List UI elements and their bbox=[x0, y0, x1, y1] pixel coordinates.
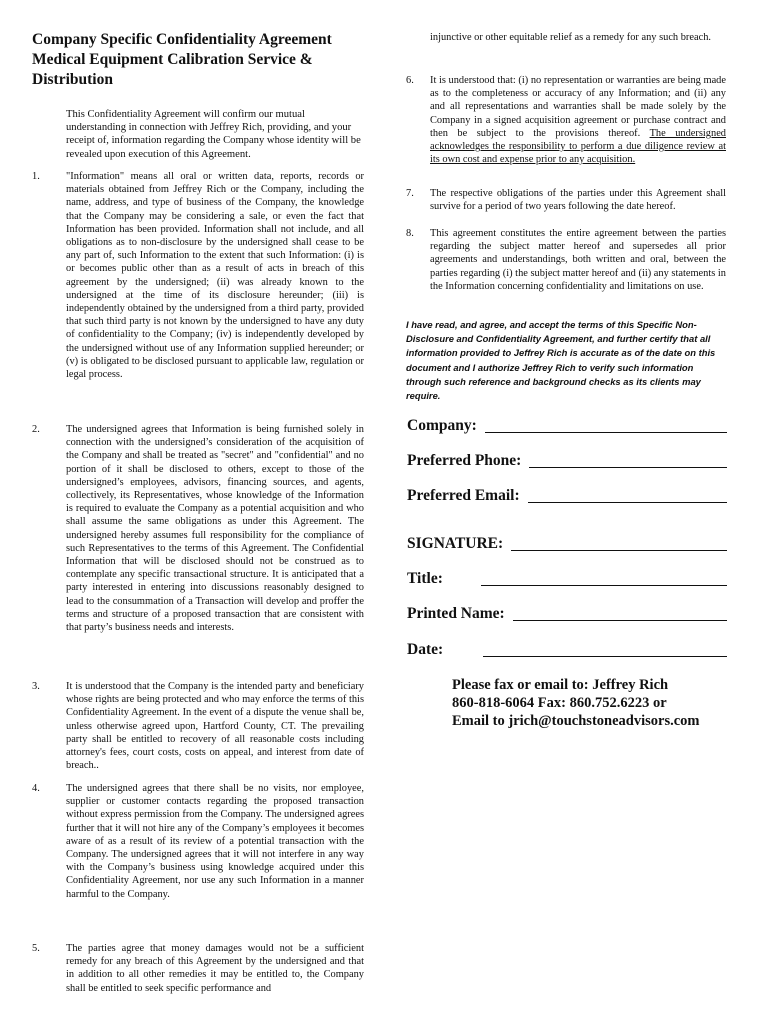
due-diligence-clause: The undersigned acknowledges the responsibility to perform a due diligence review at its own cost and expense prior to any acquisition. bbox=[430, 127, 727, 166]
email-label: Preferred Email: bbox=[407, 487, 520, 504]
email-input-line[interactable] bbox=[528, 487, 727, 503]
phone-input-line[interactable] bbox=[529, 452, 727, 468]
section-1 bbox=[32, 170, 364, 381]
title-line-2: Medical Equipment Calibration Service & bbox=[32, 51, 313, 68]
section-text: It is understood that the Company is the intended party and beneficiary whose rights are being protected and who may enforce the terms of this Confidentiality Agreement. In the event of a dispute the venue shall be, unless otherwise agreed upon, Hartford County, CT. The prevailing party shall be entitled to recovery of all reasonable costs including attorney's fees, court costs, costs on appeal, and interest from date of breach.. bbox=[66, 681, 364, 772]
section-number: 3. bbox=[32, 681, 40, 692]
section-number: 7. bbox=[406, 188, 414, 199]
signature-field bbox=[407, 534, 727, 554]
section-3 bbox=[32, 680, 364, 772]
date-input-line[interactable] bbox=[483, 641, 727, 657]
printed-name-label: Printed Name: bbox=[407, 605, 505, 622]
printed-name-input-line[interactable] bbox=[513, 605, 727, 621]
date-field bbox=[407, 640, 727, 660]
section-text: This agreement constitutes the entire agreement between the parties regarding the subject matter hereof and supersedes all prior agreements and understandings, both written and oral, between the parties regarding (i) the subject matter hereof and (ii) any statements in the Information concerning confidentiality and limitations on use. bbox=[430, 228, 726, 292]
date-label: Date: bbox=[407, 641, 444, 658]
section-text: The parties agree that money damages would not be a sufficient remedy for any breach of this Agreement by the undersigned and that in addition to all other remedies it may be entitled to, the Company shall be entitled to seek specific performance and bbox=[66, 943, 364, 994]
section-number: 2. bbox=[32, 424, 40, 435]
phone-label: Preferred Phone: bbox=[407, 452, 522, 469]
section-4 bbox=[32, 782, 364, 901]
section-number: 8. bbox=[406, 228, 414, 239]
signature-label: SIGNATURE: bbox=[407, 535, 504, 552]
intro-paragraph: This Confidentiality Agreement will confirm our mutual understanding in connection with Jeffrey Rich, providing, and your receipt of, information regarding the Company whose identity will be revealed upon execution of this Agreement. bbox=[66, 109, 361, 160]
section-6-text: It is understood that: (i) no representation or warranties are being made as to the completeness or accuracy of any Information; and (ii) any and all representations and warranties shall be made solely by the Company in a signed acquisition agreement or purchase contract and then be subject to the provisions thereof. bbox=[430, 75, 726, 139]
contact-line-1: Please fax or email to: Jeffrey Rich bbox=[452, 677, 669, 693]
section-8 bbox=[400, 227, 726, 293]
section-number: 5. bbox=[32, 943, 40, 954]
section-5-continued bbox=[400, 31, 726, 44]
signature-input-line[interactable] bbox=[511, 535, 727, 551]
title-line-1: Company Specific Confidentiality Agreement bbox=[32, 31, 332, 48]
section-2 bbox=[32, 423, 364, 634]
section-text: injunctive or other equitable relief as a remedy for any such breach. bbox=[430, 32, 712, 43]
company-field bbox=[407, 416, 727, 436]
section-text bbox=[430, 74, 726, 166]
contact-line-3: Email to jrich@touchstoneadvisors.com bbox=[452, 713, 700, 729]
section-text: "Information" means all oral or written data, reports, records or materials obtained from Jeffrey Rich or the Company, including the name, address, and type of business of the Company, the knowledge that the Company may be considering a sale, or even the fact that Information has been provided. Information shall not include, and all obligations as to non-disclosure by the undersigned shall cease to be any part of, such Information to the extent that such Information: (i) is or becomes public other than as a result of acts in breach of this agreement by the undersigned; (ii) was already known to the undersigned at the time of its disclosure hereunder; (iii) is independently obtained by the undersigned from a third party, provided that such third party is not known by the undersigned to have any duty of confidentiality to the Company; (iv) is independently developed by the undersigned without use of any Information supplied hereunder; or (v) is obligated to be disclosed pursuant to applicable law, regulation or legal process. bbox=[66, 171, 364, 381]
contact-block bbox=[452, 676, 699, 730]
email-field bbox=[407, 486, 727, 506]
section-text: The undersigned agrees that there shall be no visits, nor employee, supplier or customer contacts regarding the proposed transaction without express permission from the Company. The undersigned agrees further that it will not hire any of the Company’s employees it becomes aware of as a result of its review of a potential transaction with the Company. The undersigned agrees that it will not interfere in any way with the Company’s business using knowledge acquired under this Confidentiality Agreement, nor use any such Information in a manner harmful to the Company. bbox=[66, 783, 364, 900]
company-input-line[interactable] bbox=[485, 417, 727, 433]
section-text: The respective obligations of the parties under this Agreement shall survive for a period of two years following the date hereof. bbox=[430, 188, 726, 213]
section-5 bbox=[32, 942, 364, 995]
title-input-line[interactable] bbox=[481, 570, 727, 586]
section-6 bbox=[400, 74, 726, 166]
title-label: Title: bbox=[407, 570, 443, 587]
title-field bbox=[407, 569, 727, 589]
title-line-3: Distribution bbox=[32, 71, 113, 88]
section-number: 6. bbox=[406, 75, 414, 86]
section-number: 1. bbox=[32, 171, 40, 182]
section-text: The undersigned agrees that Information is being furnished solely in connection with the undersigned’s consideration of the acquisition of the Company and shall be treated as "secret" and "confidential" and no portion of it shall be disclosed to others, except to those of the undersigned’s employees, advisors, financing sources, and agents, collectively, its Representatives, whose knowledge of the Information is required to evaluate the Company as a potential acquisition and who shall assume the same obligations as under this Agreement. The undersigned hereby assumes full responsibility for the compliance of such Representatives to the terms of this Agreement. The Confidential Information that will be disclosed should not be construed as to contemplate any specific transactional structure. It is anticipated that a party interested in entering into discussions reasonably designed to lead to the consummation of a Transaction will develop and proffer the terms and structure of a proposed transaction that are consistent with that party’s business needs and interests. bbox=[66, 424, 364, 634]
company-label: Company: bbox=[407, 417, 477, 434]
document-title bbox=[32, 30, 332, 90]
section-number: 4. bbox=[32, 783, 40, 794]
contact-line-2: 860-818-6064 Fax: 860.752.6223 or bbox=[452, 695, 667, 711]
phone-field bbox=[407, 451, 727, 471]
acknowledgement-statement: I have read, and agree, and accept the terms of this Specific Non-Disclosure and Confidentiality Agreement, and further certify that all information provided to Jeffrey Rich is accurate as of the date on this document and I authorize Jeffrey Rich to verify such information through such reference and background checks as its clients may require. bbox=[406, 319, 716, 402]
printed-name-field bbox=[407, 604, 727, 624]
section-7 bbox=[400, 187, 726, 213]
